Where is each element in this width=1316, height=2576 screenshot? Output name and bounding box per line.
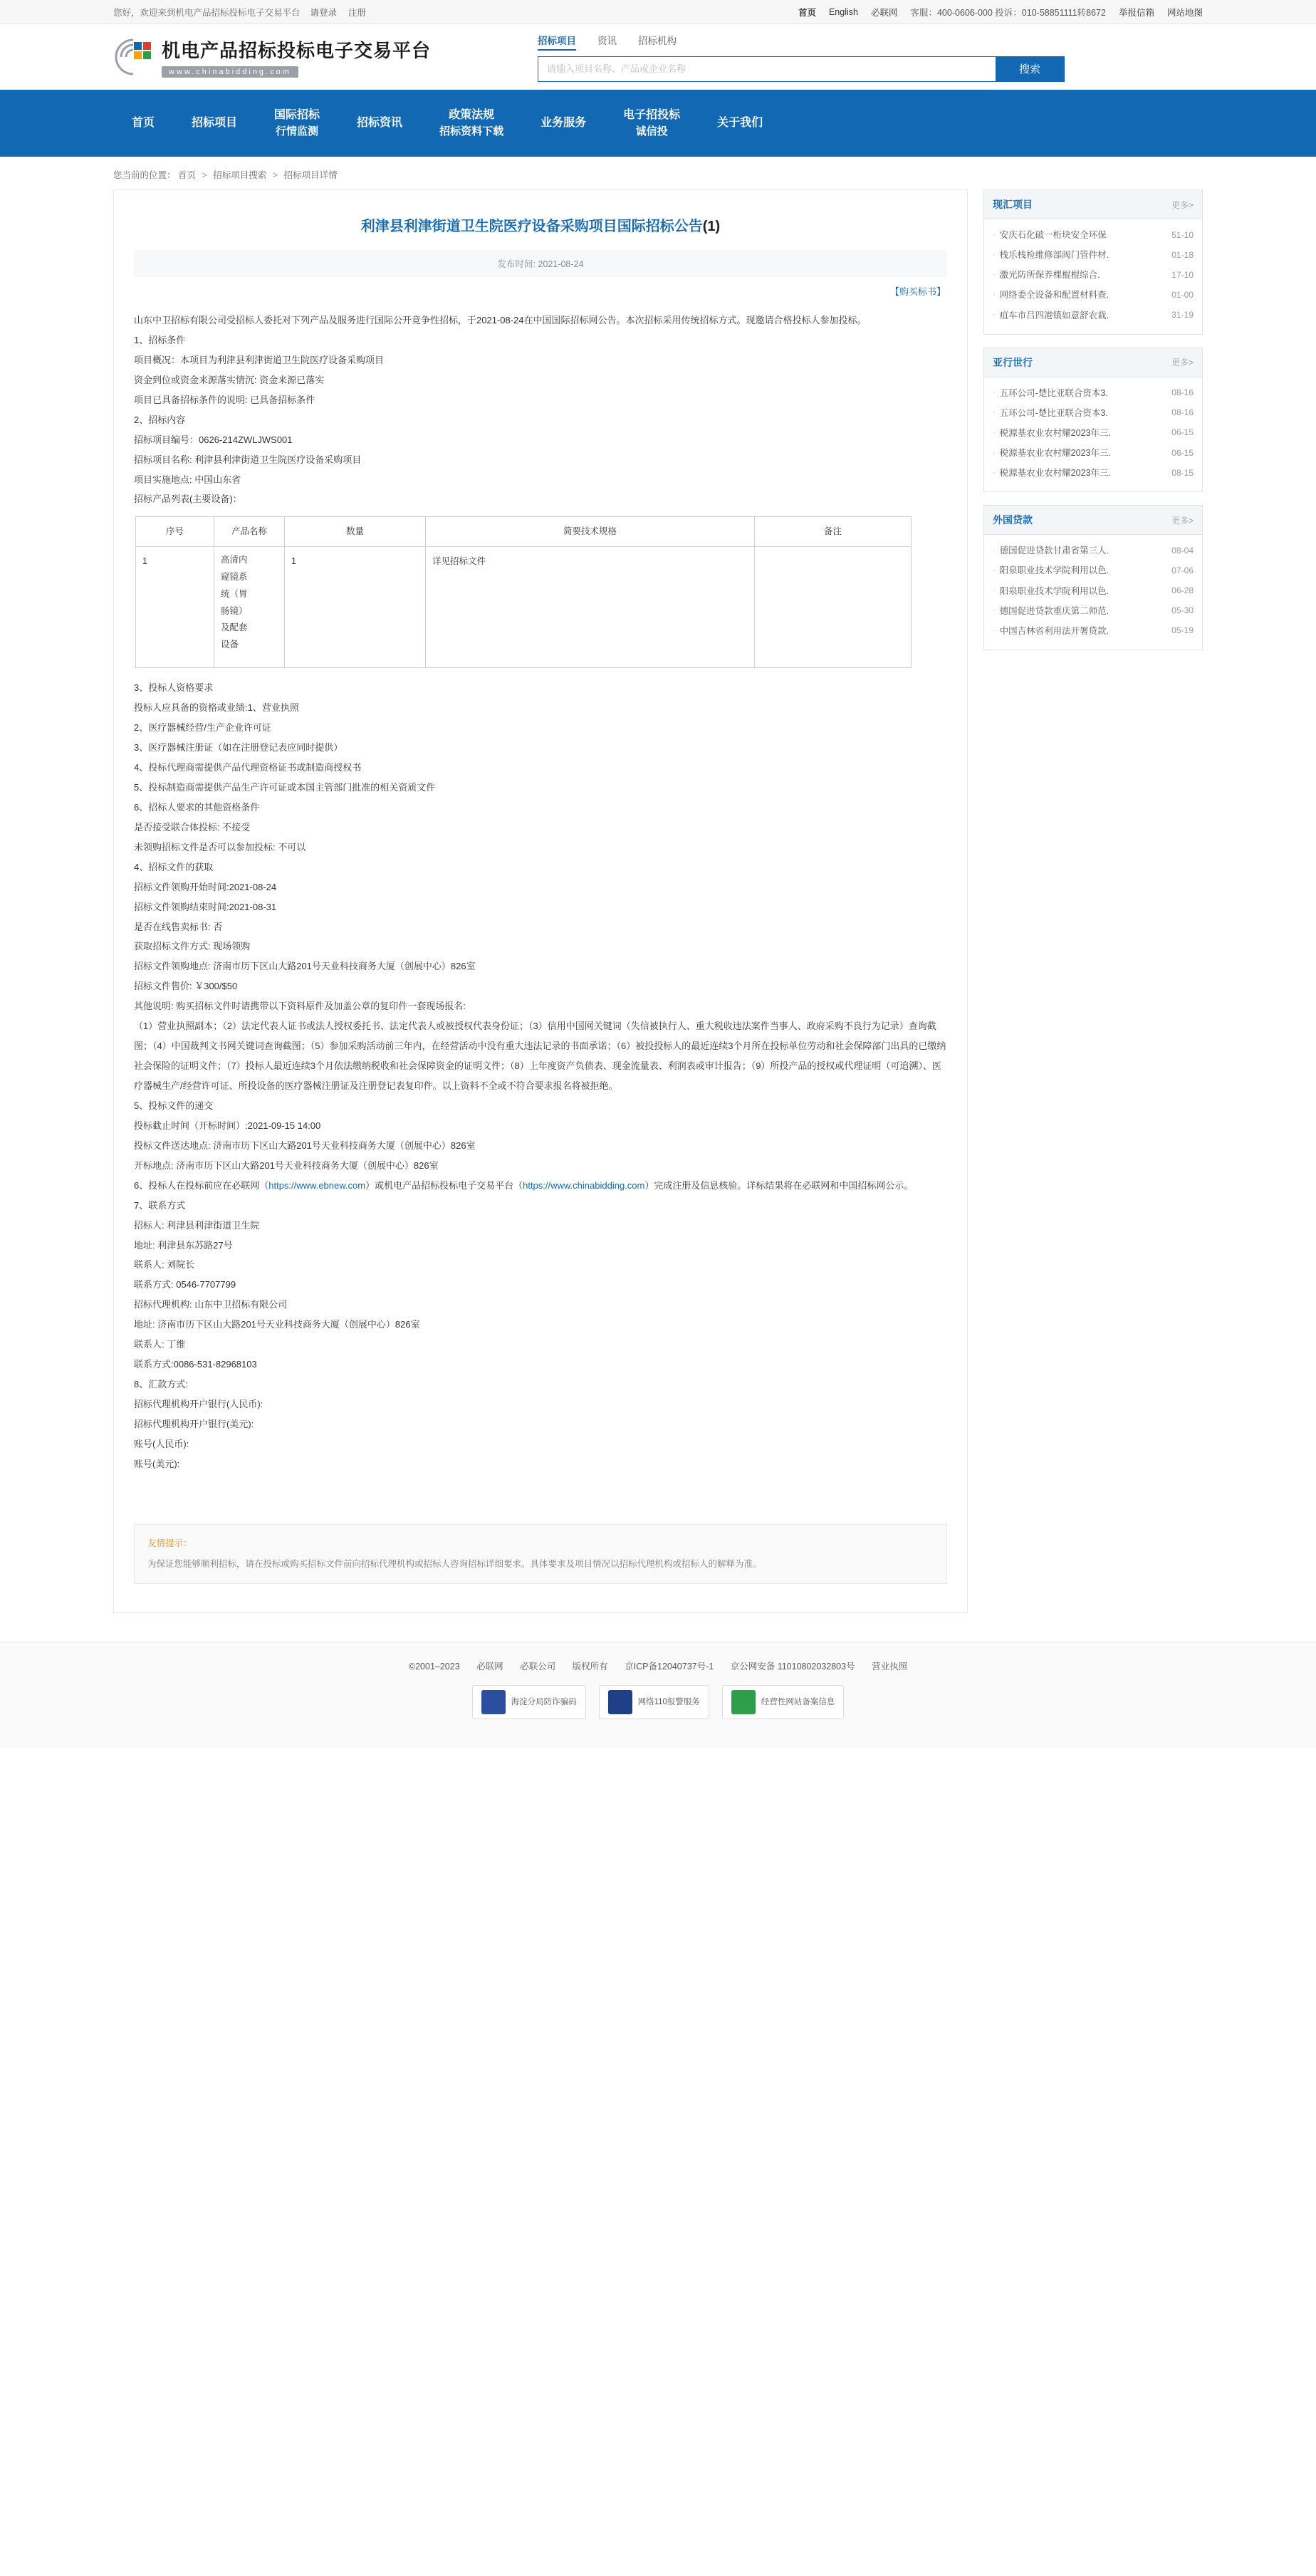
para-q-20: 投标文件送达地点: 济南市历下区山大路201号天业科技商务大厦（创展中心）826室 (134, 1140, 476, 1151)
list-item-title[interactable]: 阳泉职业技术学院利用以色. (999, 585, 1109, 596)
list-item-date: 05-19 (1171, 625, 1194, 636)
search-tab-projects[interactable]: 招标项目 (538, 33, 576, 51)
badge-police[interactable] (472, 1685, 586, 1719)
footer-item-company: 必联公司 (520, 1661, 556, 1672)
announcement-body (134, 301, 947, 1474)
para-q-5: 5、投标制造商需提供产品生产许可证或本国主管部门批准的相关资质文件 (134, 781, 436, 793)
list-item-title[interactable]: 税源基农业农村耀2023年三. (999, 468, 1111, 479)
widget-adb-worldbank (983, 348, 1203, 493)
list-item-date: 51-10 (1171, 229, 1194, 240)
para-intro: 山东中卫招标有限公司受招标人委托对下列产品及服务进行国际公开竞争性招标，于2021-08-24在中国国际招标网公告。本次招标采用传统招标方式。现邀请合格投标人参加投标。 (134, 315, 867, 325)
bullet-icon: · (993, 311, 996, 320)
list-item-title[interactable]: 阳泉职业技术学院利用以色. (999, 565, 1109, 576)
cell-product-text: 高清内窥镜系统（胃肠镜）及配套设备 (221, 555, 248, 650)
search-area (538, 33, 1065, 82)
para-q-10: 招标文件领购开始时间:2021-08-24 (134, 881, 277, 892)
widget-header (984, 190, 1202, 219)
para-q-4: 4、投标代理商需提供产品代理资格证书或制造商授权书 (134, 762, 362, 773)
logo-mark-icon (113, 37, 153, 77)
friendly-notice-title: 友情提示： (147, 1538, 192, 1548)
list-item[interactable] (993, 581, 1194, 601)
list-item[interactable] (993, 443, 1194, 463)
breadcrumb-item-home[interactable]: 首页 (178, 170, 197, 180)
page-title (134, 206, 947, 243)
para-conditions: 项目已具备招标条件的说明: 已具备招标条件 (134, 394, 315, 405)
bullet-icon: · (993, 270, 996, 279)
para-q-9: 4、招标文件的获取 (134, 861, 214, 872)
list-item-date: 31-19 (1171, 310, 1194, 320)
para-c-0: 7、联系方式 (134, 1199, 186, 1211)
list-item[interactable] (993, 383, 1194, 403)
bullet-icon: · (993, 448, 996, 457)
para-registration-suffix: ）完成注册及信息核验。详标结果将在必联网和中国招标网公示。 (644, 1179, 914, 1191)
cell-product (214, 547, 285, 668)
nav-label: 招标资讯 (357, 117, 403, 129)
list-item[interactable] (993, 403, 1194, 423)
list-item[interactable] (993, 601, 1194, 621)
ebnew-link[interactable]: https://www.ebnew.com (268, 1179, 366, 1191)
sitemap-link[interactable]: 网站地图 (1166, 8, 1203, 18)
breadcrumb (113, 157, 1203, 189)
buy-bid-document-link[interactable]: 【购买标书】 (889, 286, 946, 297)
footer-item-icp[interactable]: 京ICP备12040737号-1 (625, 1661, 714, 1672)
widget-current-projects (983, 189, 1203, 335)
top-bar (0, 0, 1316, 24)
badge-net110[interactable] (599, 1685, 709, 1719)
home-link[interactable]: 首页 (798, 8, 816, 18)
widget-list (984, 377, 1202, 492)
para-registration-mid: ）或机电产品招标投标电子交易平台（ (365, 1179, 523, 1191)
bullet-icon: · (993, 291, 996, 300)
chinabidding-link[interactable]: https://www.chinabidding.com (523, 1179, 645, 1191)
table-header-remark: 备注 (755, 517, 912, 547)
report-mailbox-link[interactable]: 举报信箱 (1118, 8, 1154, 18)
list-item-date: 08-15 (1171, 467, 1194, 478)
para-q-8: 未领购招标文件是否可以参加投标: 不可以 (134, 841, 306, 852)
list-item-date: 08-16 (1171, 407, 1194, 418)
table-header-product: 产品名称 (214, 517, 285, 547)
para-c-9: 8、汇款方式: (134, 1379, 188, 1390)
product-table (135, 516, 912, 668)
breadcrumb-separator: > (272, 170, 278, 180)
para-q-12: 是否在线售卖标书: 否 (134, 921, 223, 932)
widget-more-link[interactable]: 更多> (1171, 358, 1194, 368)
para-section-2: 2、招标内容 (134, 414, 186, 425)
brand-domain: www.chinabidding.com (162, 66, 298, 78)
list-item-date: 08-16 (1171, 387, 1194, 398)
list-item[interactable] (993, 285, 1194, 305)
widget-title: 外国贷款 (993, 514, 1033, 526)
para-project-location: 项目实施地点: 中国山东省 (134, 474, 241, 485)
para-overview: 项目概况：本项目为利津县利津街道卫生院医疗设备采购项目 (134, 354, 385, 365)
list-item[interactable] (993, 423, 1194, 443)
badge-label: 经营性网站备案信息 (761, 1697, 835, 1706)
nav-sublabel: 诚信投 (635, 125, 668, 137)
footer-item-gongan[interactable]: 京公网安备 11010802032803号 (730, 1661, 855, 1672)
register-link[interactable]: 注册 (348, 8, 367, 18)
login-link[interactable]: 请登录 (310, 8, 338, 18)
search-tab-agencies[interactable]: 招标机构 (638, 35, 677, 46)
buy-document-line (134, 277, 947, 301)
para-c-8: 联系方式:0086-531-82968103 (134, 1359, 257, 1370)
para-c-6: 地址: 济南市历下区山大路201号天业科技商务大厦（创展中心）826室 (134, 1319, 420, 1330)
nav-label: 电子招投标 (623, 108, 681, 121)
para-c-13: 账号(美元): (134, 1458, 180, 1469)
widget-list (984, 219, 1202, 334)
search-input[interactable] (538, 57, 996, 81)
list-item-date: 01-18 (1171, 249, 1194, 260)
list-item-date: 08-04 (1171, 545, 1194, 556)
widget-foreign-loans (983, 505, 1203, 650)
search-tab-news[interactable]: 资讯 (597, 35, 617, 46)
para-c-11: 招标代理机构开户银行(美元): (134, 1418, 254, 1429)
widget-more-link[interactable]: 更多> (1171, 515, 1194, 526)
english-link[interactable]: English (828, 7, 858, 17)
list-item[interactable] (993, 560, 1194, 580)
bullet-icon: · (993, 468, 996, 477)
para-c-4: 联系方式: 0546-7707799 (134, 1279, 236, 1290)
list-item-date: 06-15 (1171, 427, 1194, 438)
footer-item-rights: 版权所有 (572, 1661, 608, 1672)
bullet-icon: · (993, 250, 996, 259)
page-title-text: 利津县利津街道卫生院医疗设备采购项目国际招标公告 (360, 219, 703, 234)
list-item[interactable] (993, 621, 1194, 641)
breadcrumb-item-search[interactable]: 招标项目搜索 (213, 170, 267, 180)
logo[interactable] (113, 36, 431, 78)
nav-item-services[interactable] (522, 115, 605, 132)
list-item-title[interactable]: 激光防所保养棵棍棍综合. (999, 270, 1100, 281)
bullet-icon: · (993, 586, 996, 595)
nav-label: 关于我们 (717, 117, 763, 129)
para-registration (134, 1176, 947, 1196)
para-q-1: 投标人应具备的资格或业绩:1、营业执照 (134, 702, 299, 714)
logo-arcs-icon (113, 37, 153, 77)
nav-item-projects[interactable] (173, 115, 256, 132)
list-item-date: 06-15 (1171, 447, 1194, 458)
list-item-date: 06-28 (1171, 585, 1194, 596)
para-q-19: 投标截止时间（开标时间）:2021-09-15 14:00 (134, 1120, 321, 1131)
bullet-icon: · (993, 388, 996, 397)
list-item-date: 17-10 (1171, 269, 1194, 280)
nav-sublabel: 招标资料下载 (439, 125, 504, 137)
bullet-icon: · (993, 606, 996, 615)
bullet-icon: · (993, 566, 996, 575)
brand-name: 机电产品招标投标电子交易平台 (162, 40, 432, 61)
list-item[interactable] (993, 245, 1194, 265)
nav-label: 首页 (132, 117, 155, 129)
table-header-qty: 数量 (285, 517, 426, 547)
breadcrumb-item-detail[interactable]: 招标项目详情 (283, 170, 338, 180)
list-item-title[interactable]: 中国吉林省利用法开署贷款. (999, 625, 1109, 636)
para-q-13: 获取招标文件方式: 现场领购 (134, 941, 251, 952)
main-nav (0, 90, 1316, 157)
nav-item-international[interactable] (256, 107, 338, 140)
cell-remark (755, 547, 912, 668)
para-c-1: 招标人: 利津县利津街道卫生院 (134, 1219, 260, 1231)
table-header-row (136, 517, 912, 547)
footer-copyright-line (0, 1659, 1316, 1672)
service-phone: 客服：400-0606-000 投诉：010-58851111转8672 (910, 8, 1106, 18)
bullet-icon: · (993, 230, 996, 239)
list-item-date: 07-06 (1171, 565, 1194, 575)
para-q-11: 招标文件领购结束时间:2021-08-31 (134, 901, 277, 912)
widget-more-link[interactable]: 更多> (1171, 199, 1194, 210)
nav-item-about[interactable] (699, 115, 781, 132)
page-main (113, 189, 1203, 1642)
cell-no: 1 (136, 547, 214, 668)
nav-item-news[interactable] (338, 115, 421, 132)
sidebar (983, 189, 1203, 663)
para-q-15: 招标文件售价: ￥300/$50 (134, 981, 238, 992)
para-c-10: 招标代理机构开户银行(人民币): (134, 1399, 263, 1409)
list-item-title[interactable]: 德国促进贷款甘肃省第三人. (999, 546, 1109, 556)
badge-label: 网络110报警服务 (637, 1697, 700, 1706)
list-item[interactable] (993, 265, 1194, 285)
site-footer (0, 1642, 1316, 1748)
list-item-title[interactable]: 五环公司-楚比亚联合资本3. (999, 407, 1108, 418)
para-project-name: 招标项目名称: 利津县利津街道卫生院医疗设备采购项目 (134, 454, 362, 465)
cell-spec: 详见招标文件 (426, 547, 755, 668)
list-item-date: 01-00 (1171, 289, 1194, 300)
site-header (0, 24, 1316, 90)
breadcrumb-separator: > (202, 170, 207, 180)
footer-item-license[interactable]: 营业执照 (872, 1661, 908, 1672)
list-item-title[interactable]: 德国促进贷款重庆第二师范. (999, 605, 1109, 616)
bullet-icon: · (993, 408, 996, 417)
list-item-title[interactable]: 栈乐栈检维修部阀门管件材. (999, 250, 1109, 261)
list-item-title[interactable]: 网络委全设备和配置材料查. (999, 290, 1109, 301)
para-c-5: 招标代理机构: 山东中卫招标有限公司 (134, 1299, 288, 1310)
list-item[interactable] (993, 225, 1194, 245)
license-icon (731, 1690, 756, 1714)
para-c-7: 联系人: 丁维 (134, 1339, 186, 1350)
welcome-text: 您好，欢迎来到机电产品招标投标电子交易平台 (113, 8, 301, 18)
breadcrumb-prefix: 您当前的位置： (113, 170, 176, 180)
cell-qty: 1 (285, 547, 426, 668)
list-item-title[interactable]: 五环公司-楚比亚联合资本3. (999, 387, 1108, 398)
nav-item-ebidding[interactable] (605, 107, 699, 140)
nav-item-home[interactable] (113, 115, 173, 132)
nav-sublabel: 行情监测 (276, 125, 319, 137)
list-item-title[interactable]: 安庆石化破一桁块安全环保 (999, 230, 1107, 240)
para-section-1: 1、招标条件 (134, 334, 186, 345)
friendly-notice-text: 为保证您能够顺利招标，请在投标或购买招标文件前向招标代理机构或招标人咨询招标详细要求。具体要求及项目情况以招标代理机构或招标人的解释为准。 (147, 1558, 762, 1569)
nav-label: 业务服务 (540, 117, 587, 129)
announcement-article (113, 189, 968, 1613)
para-q-21: 开标地点: 济南市历下区山大路201号天业科技商务大厦（创展中心）826室 (134, 1159, 439, 1171)
para-product-list: 招标产品列表(主要设备)： (134, 494, 242, 505)
footer-badges (0, 1685, 1316, 1719)
para-registration-prefix: 6、投标人在投标前应在必联网（ (134, 1179, 269, 1191)
para-q-14: 招标文件领购地点: 济南市历下区山大路201号天业科技商务大厦（创展中心）826室 (134, 961, 476, 972)
friendly-notice (134, 1524, 947, 1584)
badge-label: 海淀分局防诈骗码 (511, 1697, 577, 1706)
search-tabs (538, 33, 1065, 51)
para-c-2: 地址: 利津县东苏路27号 (134, 1239, 233, 1251)
search-box (538, 56, 1065, 82)
bullet-icon: · (993, 626, 996, 635)
bullet-icon: · (993, 546, 996, 555)
table-header-spec: 简要技术规格 (426, 517, 755, 547)
page-title-number: (1) (702, 219, 721, 234)
nav-item-policy[interactable] (421, 107, 522, 140)
list-item-title[interactable]: 疽车市吕四港镇如意舒农栽. (999, 310, 1109, 320)
widget-title: 亚行世行 (993, 356, 1033, 368)
para-funding: 资金到位或资金来源落实情沉: 资金来源已落实 (134, 374, 325, 385)
para-q-3: 3、医疗器械注册证（如在注册登记表应同时提供） (134, 742, 343, 753)
table-header-no: 序号 (136, 517, 214, 547)
para-project-no: 招标项目编号：0626-214ZWLJWS001 (134, 434, 293, 445)
widget-header (984, 348, 1202, 377)
para-q-6: 6、招标人要求的其他资格条件 (134, 801, 260, 813)
list-item-title[interactable]: 税源基农业农村耀2023年三. (999, 448, 1111, 458)
para-c-3: 联系人: 刘院长 (134, 1259, 195, 1271)
list-item[interactable] (993, 541, 1194, 560)
list-item-date: 05-30 (1171, 605, 1194, 616)
para-q-7: 是否接受联合体投标: 不接受 (134, 821, 251, 833)
footer-item-bilian: 必联网 (476, 1661, 503, 1672)
para-q-18: 5、投标文件的递交 (134, 1100, 214, 1111)
widget-header (984, 506, 1202, 535)
bilian-link[interactable]: 必联网 (870, 8, 898, 18)
nav-label: 招标项目 (192, 117, 238, 129)
list-item-title[interactable]: 税源基农业农村耀2023年三. (999, 427, 1111, 438)
badge-icp-license[interactable] (722, 1685, 845, 1719)
widget-title: 现汇项目 (993, 199, 1033, 210)
police-badge-icon (481, 1690, 506, 1714)
search-button[interactable]: 搜索 (996, 57, 1064, 81)
nav-label: 国际招标 (274, 108, 320, 121)
footer-copyright: ©2001–2023 (408, 1661, 460, 1672)
para-q-16: 其他说明: 购买招标文件时请携带以下资料原件及加盖公章的复印件一套现场报名: (134, 1001, 466, 1012)
list-item[interactable] (993, 306, 1194, 325)
list-item[interactable] (993, 463, 1194, 483)
table-row (136, 547, 912, 668)
para-q-17: （1）营业执照副本；（2）法定代表人证书或法人授权委托书、法定代表人或被授权代表身份证；（3）信用中国网关键词（失信被执行人、重大税收违法案件当事人、政府采购不良行为记录）查询截图；（4）中国裁判文书网关键词查询截图；（5）参加采购活动前三年内，在经营活动中没有重大违法记录的书面承诺；（6）被投投标人的最近连续3个月所在投标单位劳动和社会保障部门出具的已缴纳社会保险的证明文件；（7）投标人最近连续3个月依法缴纳税收和社会保障资金的证明文件；（8）上年度资产负债表、现金流量表、利润表或审计报告；（9）所投产品的授权或代理证明（可追溯）、医疗器械生产/经营许可证、所投设备的医疗器械注册证及注册登记表复印件。以上资料不全或不符合要求报名将被拒绝。 (134, 1021, 946, 1091)
widget-list (984, 535, 1202, 650)
nav-label: 政策法规 (449, 108, 495, 121)
bullet-icon: · (993, 428, 996, 437)
para-q-0: 3、投标人资格要求 (134, 682, 214, 694)
para-q-2: 2、医疗器械经营/生产企业许可证 (134, 722, 271, 734)
para-c-12: 账号(人民币): (134, 1438, 189, 1449)
publish-time: 发布时间: 2021-08-24 (134, 250, 947, 277)
shield-icon (608, 1690, 632, 1714)
